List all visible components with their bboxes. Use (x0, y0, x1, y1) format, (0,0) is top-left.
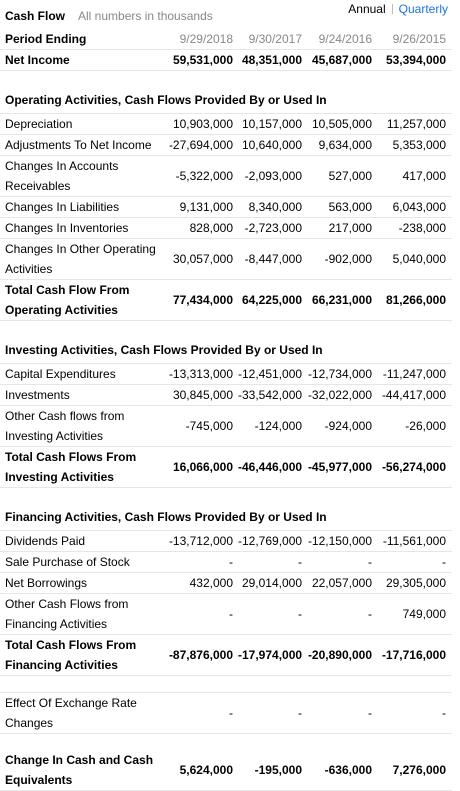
cell-value: -33,542,000 (238, 385, 307, 406)
table-row (0, 218, 452, 239)
cell-value: -12,451,000 (238, 364, 307, 385)
cell-value: -13,712,000 (166, 531, 238, 552)
cell-value: -32,022,000 (307, 385, 377, 406)
cell-value: 8,340,000 (238, 197, 307, 218)
net-income-row (0, 50, 452, 71)
cell-value: 59,531,000 (166, 50, 238, 71)
cell-value: - (238, 693, 307, 734)
cell-value: - (166, 594, 238, 635)
cell-value: - (238, 552, 307, 573)
period-date: 9/29/2018 (166, 29, 238, 50)
cell-value: - (238, 594, 307, 635)
financing-section-header (0, 488, 452, 531)
table-row (0, 239, 452, 280)
cell-value: 5,624,000 (166, 750, 238, 791)
cell-value: -195,000 (238, 750, 307, 791)
units-note: All numbers in thousands (78, 9, 213, 23)
table-row (0, 114, 452, 135)
cash-flow-header (0, 0, 460, 30)
cell-value: -45,977,000 (307, 447, 377, 488)
spacer-row (0, 676, 452, 693)
quarterly-toggle[interactable]: Quarterly (398, 2, 448, 16)
row-label: Adjustments To Net Income (0, 135, 166, 156)
row-label: Depreciation (0, 114, 166, 135)
table-row (0, 364, 452, 385)
cell-value: - (377, 693, 452, 734)
table-row (0, 156, 452, 197)
cell-value: -238,000 (377, 218, 452, 239)
change-in-cash-row (0, 750, 452, 791)
cell-value: -11,561,000 (377, 531, 452, 552)
table-row (0, 197, 452, 218)
cell-value: -2,093,000 (238, 156, 307, 197)
cell-value: 217,000 (307, 218, 377, 239)
spacer-row (0, 734, 452, 751)
cell-value: -2,723,000 (238, 218, 307, 239)
cell-value: -636,000 (307, 750, 377, 791)
row-label: Changes In Other Operating Activities (0, 239, 166, 280)
cell-value: -12,150,000 (307, 531, 377, 552)
cell-value: 64,225,000 (238, 280, 307, 321)
row-label: Changes In Accounts Receivables (0, 156, 166, 197)
cell-value: 9,131,000 (166, 197, 238, 218)
row-label: Changes In Inventories (0, 218, 166, 239)
cell-value: - (377, 552, 452, 573)
cell-value: 432,000 (166, 573, 238, 594)
cell-value: -12,769,000 (238, 531, 307, 552)
investing-section-header (0, 321, 452, 364)
period-ending-label: Period Ending (0, 29, 166, 50)
page-title: Cash Flow (5, 9, 66, 23)
cell-value: 527,000 (307, 156, 377, 197)
cell-value: 10,640,000 (238, 135, 307, 156)
row-label: Other Cash Flows from Financing Activities (0, 594, 166, 635)
cell-value: -26,000 (377, 406, 452, 447)
period-ending-row (0, 29, 452, 50)
row-label: Net Income (0, 50, 166, 71)
period-toggle (348, 2, 448, 16)
table-row (0, 531, 452, 552)
row-label: Dividends Paid (0, 531, 166, 552)
period-date: 9/26/2015 (377, 29, 452, 50)
cell-value: 563,000 (307, 197, 377, 218)
row-label: Net Borrowings (0, 573, 166, 594)
toggle-divider (392, 4, 393, 14)
cell-value: -8,447,000 (238, 239, 307, 280)
cell-value: - (166, 693, 238, 734)
annual-toggle[interactable]: Annual (348, 2, 386, 16)
cell-value: -56,274,000 (377, 447, 452, 488)
cell-value: -124,000 (238, 406, 307, 447)
cell-value: 22,057,000 (307, 573, 377, 594)
cell-value: 749,000 (377, 594, 452, 635)
table-row (0, 135, 452, 156)
cell-value: 30,057,000 (166, 239, 238, 280)
cell-value: 10,903,000 (166, 114, 238, 135)
cell-value: 45,687,000 (307, 50, 377, 71)
cell-value: - (307, 552, 377, 573)
period-date: 9/24/2016 (307, 29, 377, 50)
period-date: 9/30/2017 (238, 29, 307, 50)
cell-value: -46,446,000 (238, 447, 307, 488)
table-row (0, 573, 452, 594)
cell-value: 81,266,000 (377, 280, 452, 321)
row-label: Other Cash flows from Investing Activities (0, 406, 166, 447)
table-row (0, 552, 452, 573)
row-label: Sale Purchase of Stock (0, 552, 166, 573)
row-label: Total Cash Flow From Operating Activities (0, 280, 166, 321)
cell-value: 48,351,000 (238, 50, 307, 71)
cell-value: 77,434,000 (166, 280, 238, 321)
cell-value: - (166, 552, 238, 573)
table-row (0, 594, 452, 635)
cell-value: - (307, 594, 377, 635)
cell-value: -12,734,000 (307, 364, 377, 385)
cell-value: 30,845,000 (166, 385, 238, 406)
cell-value: 6,043,000 (377, 197, 452, 218)
cell-value: -13,313,000 (166, 364, 238, 385)
section-title: Operating Activities, Cash Flows Provided By or Used In (0, 71, 452, 114)
operating-section-header (0, 71, 452, 114)
cell-value: 7,276,000 (377, 750, 452, 791)
row-label: Change In Cash and Cash Equivalents (0, 750, 166, 791)
cell-value: 5,353,000 (377, 135, 452, 156)
cell-value: 11,257,000 (377, 114, 452, 135)
cell-value: -745,000 (166, 406, 238, 447)
cell-value: 29,014,000 (238, 573, 307, 594)
cell-value: 53,394,000 (377, 50, 452, 71)
cell-value: -902,000 (307, 239, 377, 280)
cell-value: -5,322,000 (166, 156, 238, 197)
row-label: Changes In Liabilities (0, 197, 166, 218)
section-title: Investing Activities, Cash Flows Provided By or Used In (0, 321, 452, 364)
cell-value: 10,157,000 (238, 114, 307, 135)
cell-value: -44,417,000 (377, 385, 452, 406)
row-label: Total Cash Flows From Investing Activities (0, 447, 166, 488)
operating-total-row (0, 280, 452, 321)
section-title: Financing Activities, Cash Flows Provided By or Used In (0, 488, 452, 531)
cell-value: -924,000 (307, 406, 377, 447)
cash-flow-table (0, 29, 452, 791)
cell-value: 417,000 (377, 156, 452, 197)
cell-value: -17,974,000 (238, 635, 307, 676)
row-label: Investments (0, 385, 166, 406)
cell-value: 66,231,000 (307, 280, 377, 321)
table-row (0, 406, 452, 447)
cell-value: -27,694,000 (166, 135, 238, 156)
row-label: Total Cash Flows From Financing Activities (0, 635, 166, 676)
cell-value: 5,040,000 (377, 239, 452, 280)
row-label: Capital Expenditures (0, 364, 166, 385)
cell-value: 29,305,000 (377, 573, 452, 594)
row-label: Effect Of Exchange Rate Changes (0, 693, 166, 734)
cell-value: 828,000 (166, 218, 238, 239)
cell-value: -11,247,000 (377, 364, 452, 385)
cell-value: -20,890,000 (307, 635, 377, 676)
investing-total-row (0, 447, 452, 488)
cell-value: - (307, 693, 377, 734)
cell-value: -17,716,000 (377, 635, 452, 676)
cell-value: 10,505,000 (307, 114, 377, 135)
cell-value: 16,066,000 (166, 447, 238, 488)
cell-value: -87,876,000 (166, 635, 238, 676)
exchange-rate-row (0, 693, 452, 734)
financing-total-row (0, 635, 452, 676)
table-row (0, 385, 452, 406)
cell-value: 9,634,000 (307, 135, 377, 156)
